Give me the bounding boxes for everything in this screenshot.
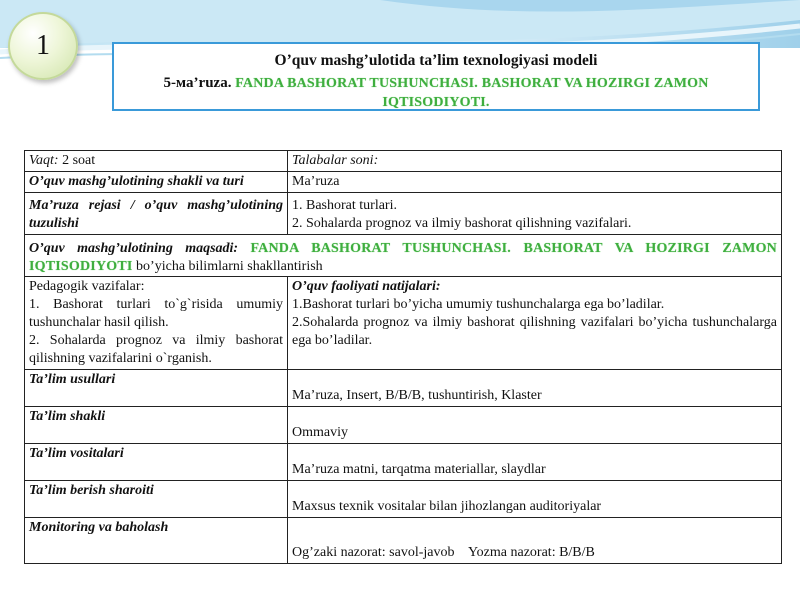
goal-suffix: bo’yicha bilimlarni shakllantirish — [132, 259, 323, 274]
lecture-topic: FANDA BASHORAT TUSHUNCHASI. BASHORAT VA HOZIRGI ZAMON IQTISODIYOTI. — [235, 76, 709, 110]
form-type-value: Ommaviy — [288, 407, 782, 444]
monitoring-label: Monitoring va baholash — [25, 518, 288, 564]
table-row — [25, 444, 782, 481]
pedagogic-cell — [25, 277, 288, 370]
students-label: Talabalar soni: — [292, 153, 379, 168]
conditions-value: Maxsus texnik vositalar bilan jihozlangan auditoriyalar — [288, 481, 782, 518]
goal-cell — [25, 235, 782, 277]
table-row — [25, 518, 782, 564]
slide-number: 1 — [36, 30, 50, 61]
results-item: 2.Sohalarda prognoz va ilmiy bashorat qilishning vazifalari bo’yicha tushunchalarga ega bo’ladilar. — [292, 315, 777, 348]
results-item: 1.Bashorat turlari bo’yicha umumiy tushunchalarga ega bo’ladilar. — [292, 297, 665, 312]
results-label: O’quv faoliyati natijalari: — [292, 279, 441, 294]
form-type-label: Ta’lim shakli — [25, 407, 288, 444]
form-label: O’quv mashg’ulotining shakli va turi — [25, 172, 288, 193]
tools-label: Ta’lim vositalari — [25, 444, 288, 481]
table-row — [25, 193, 782, 235]
pedagogic-item: 1. Bashorat turlari to`g`risida umumiy tushunchalar hasil qilish. — [29, 297, 283, 330]
plan-cell — [288, 193, 782, 235]
lecture-prefix: 5-ма’ruza. — [163, 75, 232, 91]
table-row — [25, 481, 782, 518]
plan-item: 2. Sohalarda prognoz va ilmiy bashorat qilishning vazifalari. — [292, 216, 632, 231]
goal-topic: FANDA BASHORAT TUSHUNCHASI. BASHORAT VA HOZIRGI ZAMON IQTISODIYOTI — [29, 241, 777, 274]
time-value: 2 soat — [62, 153, 96, 168]
table-row — [25, 151, 782, 172]
table-row — [25, 277, 782, 370]
title-line: O’quv mashg’ulotida ta’lim texnologiyasi modeli — [274, 52, 598, 69]
form-value: Ma’ruza — [288, 172, 782, 193]
time-cell — [25, 151, 288, 172]
title-box — [112, 42, 760, 111]
pedagogic-label: Pedagogik vazifalar: — [29, 279, 145, 294]
lecture-title — [114, 74, 758, 112]
goal-label: O’quv mashg’ulotining maqsadi: — [29, 241, 239, 256]
plan-label: Ma’ruza rejasi / o’quv mashg’ulotining tuzulishi — [25, 193, 288, 235]
tools-value: Ma’ruza matni, tarqatma materiallar, slaydlar — [288, 444, 782, 481]
monitoring-value: Og’zaki nazorat: savol-javob Yozma nazorat: B/B/B — [288, 518, 782, 564]
methods-value: Ma’ruza, Insert, B/B/B, tushuntirish, Klaster — [288, 370, 782, 407]
table-row — [25, 407, 782, 444]
plan-item: 1. Bashorat turlari. — [292, 198, 397, 213]
students-cell — [288, 151, 782, 172]
conditions-label: Ta’lim berish sharoiti — [25, 481, 288, 518]
lesson-model-table — [24, 150, 782, 564]
table-row — [25, 370, 782, 407]
results-cell — [288, 277, 782, 370]
table-row — [25, 235, 782, 277]
table-row — [25, 172, 782, 193]
methods-label: Ta’lim usullari — [25, 370, 288, 407]
slide-number-badge — [8, 12, 78, 80]
pedagogic-item: 2. Sohalarda prognoz va ilmiy bashorat qilishning vazifalarini o`rganish. — [29, 333, 283, 366]
time-label: Vaqt: — [29, 153, 59, 168]
